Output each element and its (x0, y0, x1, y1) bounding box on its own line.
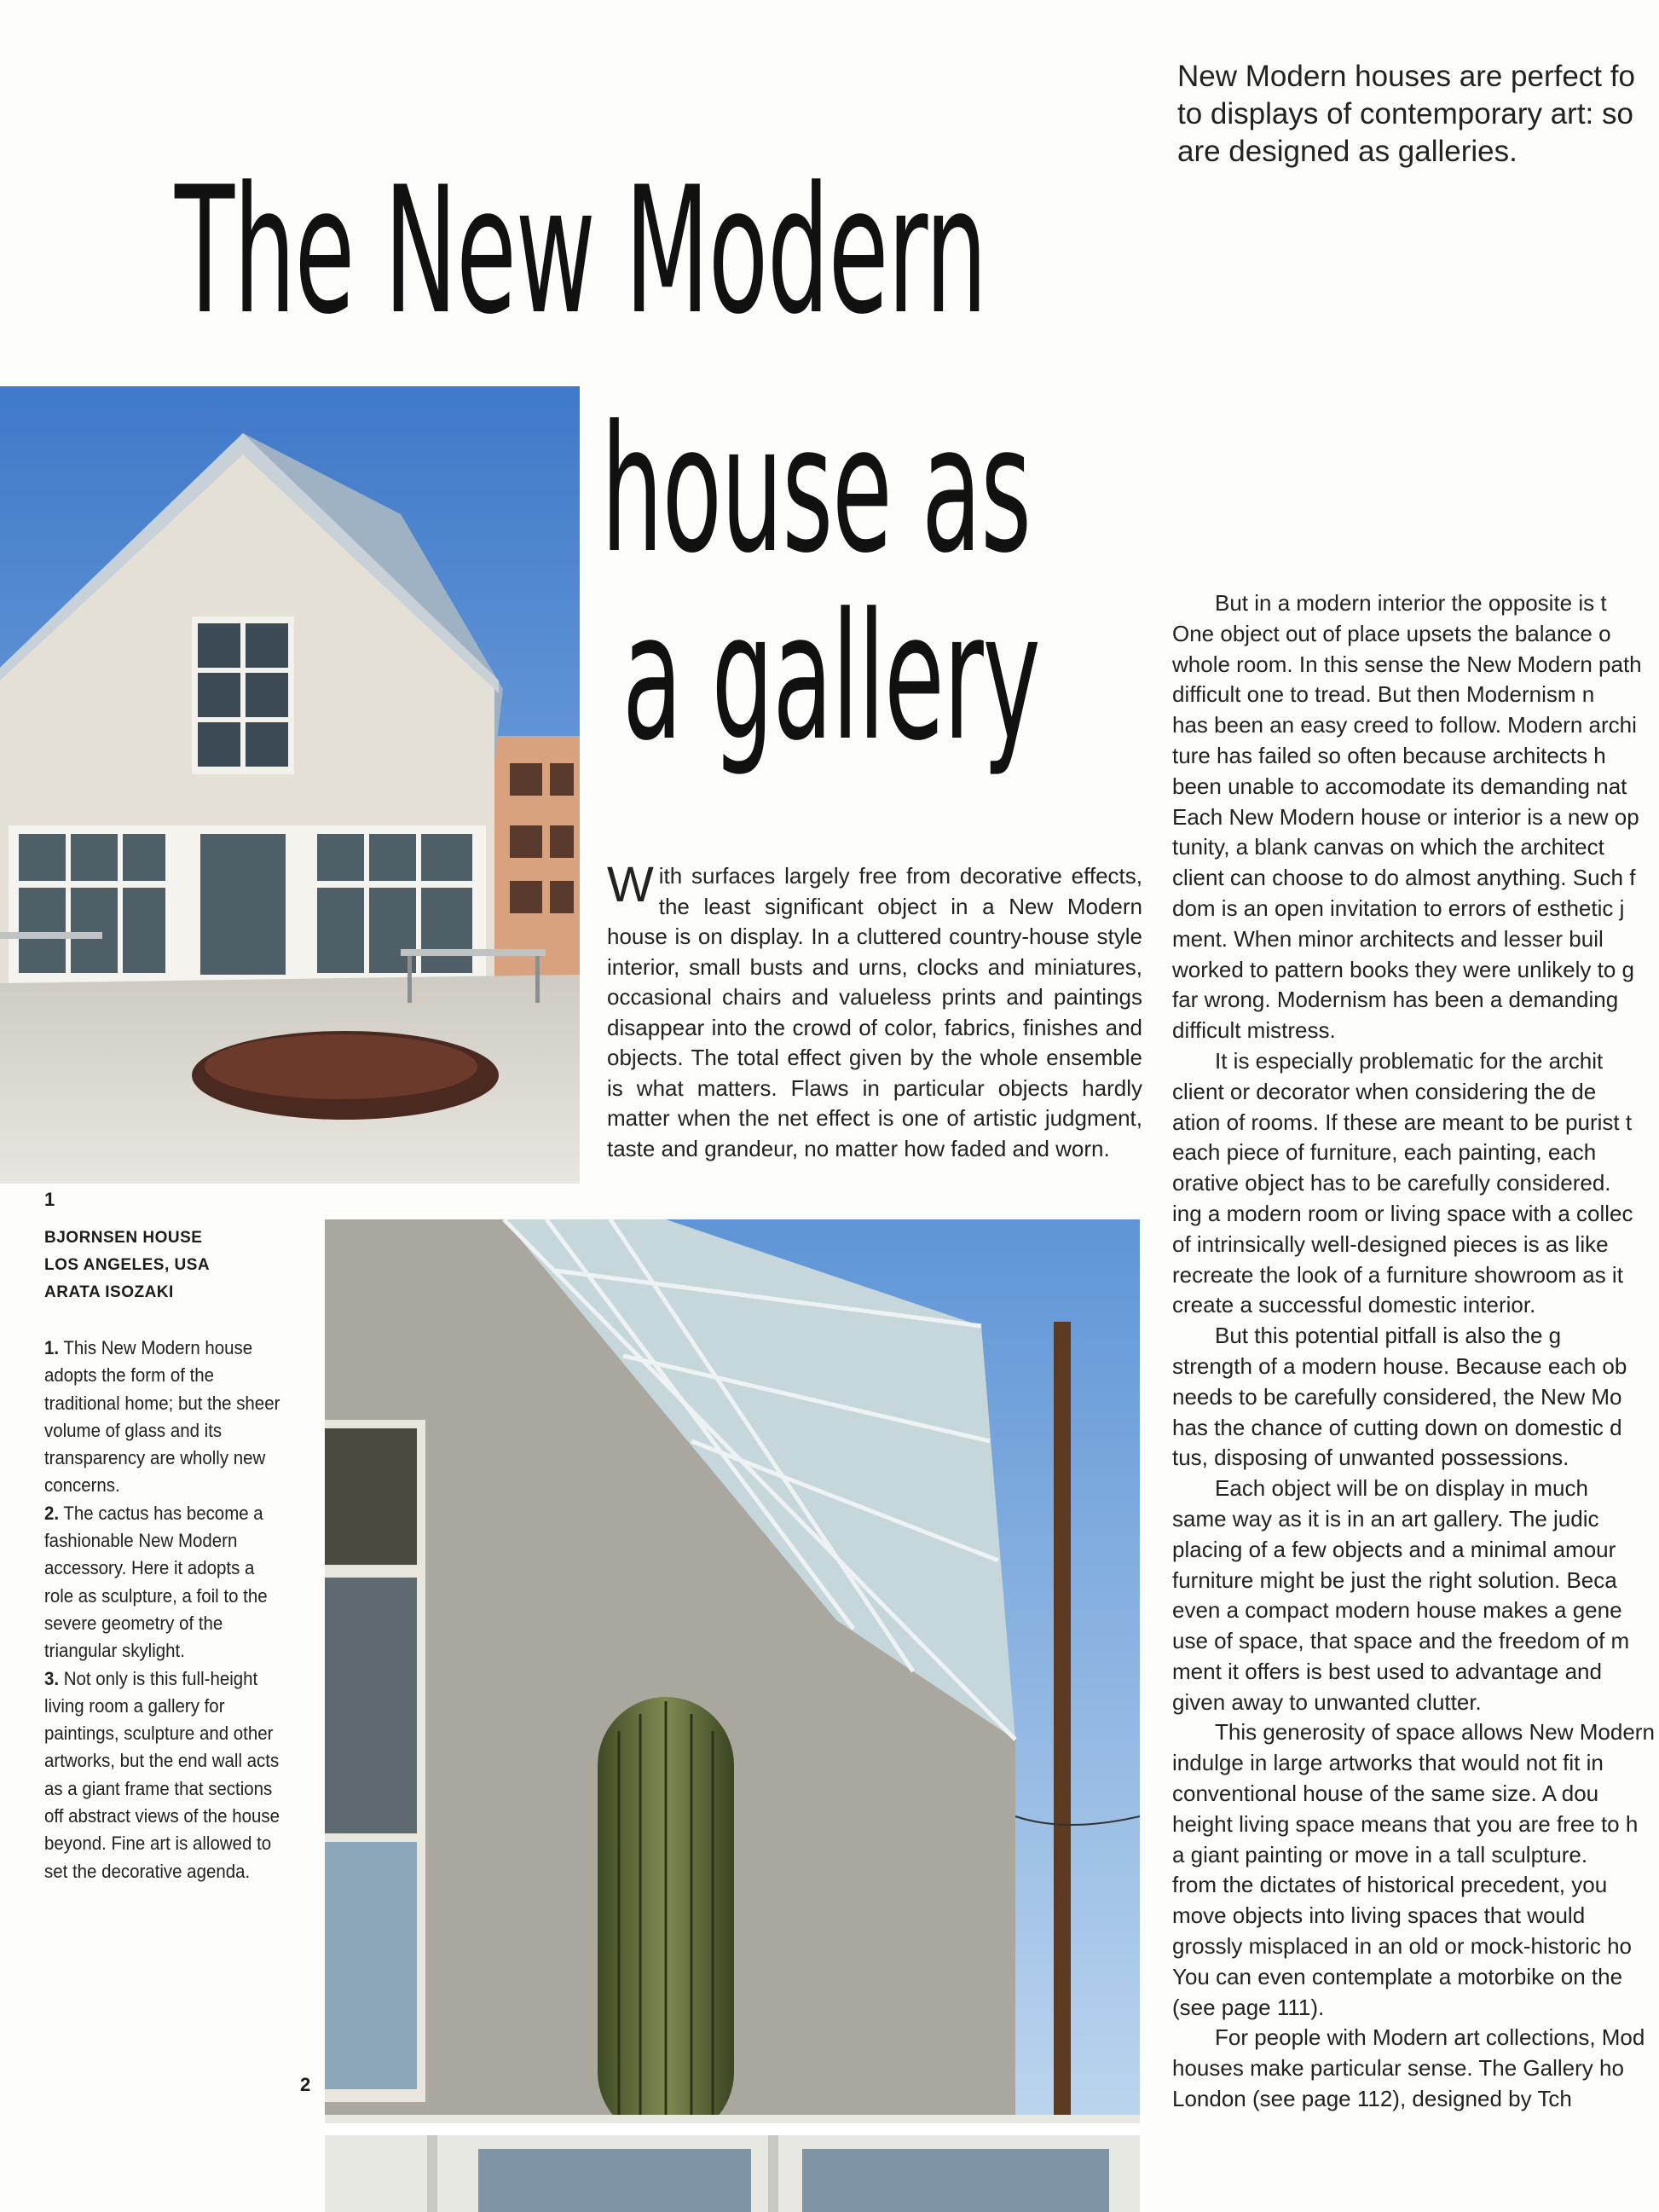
photo-bjornsen-house-exterior (0, 386, 580, 1184)
right-column-line: (see page 111). (1172, 1994, 1325, 2020)
right-column-line: height living space means that you are free to h (1172, 1810, 1639, 1837)
caption-text: This New Modern house adopts the form of the traditional home; but the sheer volume of glass and its transparency are wholly new concerns. (44, 1337, 280, 1497)
right-column-line: needs to be carefully considered, the New Mo (1172, 1383, 1622, 1410)
caption-item (44, 1335, 282, 1500)
figure-1-credit (44, 1225, 210, 1306)
credit-house: BJORNSEN HOUSE (44, 1229, 203, 1247)
caption-number: 2. (44, 1502, 60, 1524)
right-column-line: has the chance of cutting down on domestic d (1172, 1414, 1622, 1440)
figure-2-number: 2 (300, 2074, 311, 2095)
right-column-line: difficult one to tread. But then Modernism n (1172, 681, 1595, 708)
right-column-line: But in a modern interior the opposite is t (1215, 590, 1607, 616)
right-column-line: tunity, a blank canvas on which the architect (1172, 834, 1604, 860)
headline-line-1: The New Modern (175, 150, 986, 353)
right-column-line: each piece of furniture, each painting, each (1172, 1139, 1597, 1166)
right-column-line: difficult mistress. (1172, 1017, 1336, 1044)
right-column-line: But this potential pitfall is also the g (1215, 1323, 1562, 1349)
intro-line: are designed as galleries. (1177, 135, 1517, 168)
right-column-line: same way as it is in an art gallery. The judic (1172, 1505, 1599, 1532)
right-column-line: use of space, that space and the freedom of m (1172, 1628, 1630, 1654)
caption-item (44, 1665, 282, 1885)
headline-line-2: house as (601, 389, 1031, 592)
drop-cap: W (607, 857, 654, 912)
right-column-line: grossly misplaced in an old or mock-historic ho (1172, 1933, 1632, 1960)
right-column-line: ing a modern room or living space with a collec (1172, 1200, 1633, 1226)
right-column-line: far wrong. Modernism has been a demanding (1172, 987, 1619, 1013)
right-column-line: Each New Modern house or interior is a new op (1172, 803, 1639, 830)
right-column-line: ture has failed so often because architects h (1172, 742, 1606, 768)
right-column-line: from the dictates of historical precedent, you (1172, 1872, 1608, 1898)
body-text-intro (607, 857, 1142, 1164)
right-column-line: furniture might be just the right solution. Beca (1172, 1566, 1617, 1593)
intro-line: to displays of contemporary art: so (1177, 97, 1633, 130)
right-column-line: indulge in large artworks that would not fit in (1172, 1750, 1604, 1776)
right-column-line: client can choose to do almost anything. Such f (1172, 865, 1636, 891)
credit-location: LOS ANGELES, USA (44, 1256, 211, 1274)
right-column-line: orative object has to be carefully considered. (1172, 1170, 1611, 1196)
photo-cactus-skylight (325, 1219, 1140, 2212)
right-column-line: strength of a modern house. Because each ob (1172, 1352, 1627, 1379)
house-illustration (0, 386, 580, 1184)
figure-1-number: 1 (44, 1189, 55, 1210)
right-column-line: create a successful domestic interior. (1172, 1292, 1536, 1318)
right-column-line: even a compact modern house makes a gene (1172, 1597, 1622, 1624)
right-column-line: given away to unwanted clutter. (1172, 1688, 1482, 1715)
right-column-line: One object out of place upsets the balance o (1172, 620, 1611, 646)
right-column-line: ation of rooms. If these are meant to be purist t (1172, 1109, 1633, 1135)
intro-line: New Modern houses are perfect fo (1177, 60, 1635, 93)
right-column-line: been unable to accomodate its demanding nat (1172, 773, 1627, 799)
caption-text: Not only is this full-height living room a gallery for paintings, sculpture and other artworks, but the end wall acts as a giant frame that sections off abstract views of the house beyond. Fine art is allowed to set the decorative agenda. (44, 1667, 280, 1882)
cactus-illustration (325, 1219, 1140, 2212)
right-column-line: placing of a few objects and a minimal amour (1172, 1536, 1616, 1562)
right-column-line: ment it offers is best used to advantage and (1172, 1658, 1602, 1684)
headline-line-3: a gallery (622, 576, 1040, 779)
right-column-line: conventional house of the same size. A dou (1172, 1781, 1599, 1807)
right-column-line: tus, disposing of unwanted possessions. (1172, 1445, 1569, 1471)
right-column-line: London (see page 112), designed by Tch (1172, 2086, 1572, 2112)
right-column-line: Each object will be on display in much (1215, 1475, 1588, 1502)
right-column-line: recreate the look of a furniture showroom as it (1172, 1261, 1623, 1288)
right-column-line: client or decorator when considering the de (1172, 1078, 1597, 1104)
credit-architect: ARATA ISOZAKI (44, 1283, 174, 1301)
right-column-line: For people with Modern art collections, Mod (1215, 2024, 1645, 2051)
caption-number: 1. (44, 1337, 60, 1358)
right-column-line: You can even contemplate a motorbike on the (1172, 1963, 1623, 1989)
caption-text: The cactus has become a fashionable New Modern accessory. Here it adopts a role as sculpture, a foil to the severe geometry of the triangular skylight. (44, 1502, 268, 1662)
photo-captions (44, 1335, 282, 1885)
right-column-line: whole room. In this sense the New Modern path (1172, 651, 1642, 677)
right-column-line: has been an easy creed to follow. Modern archi (1172, 712, 1637, 738)
right-column-line: ment. When minor architects and lesser buil (1172, 925, 1604, 952)
right-column-line: houses make particular sense. The Gallery ho (1172, 2055, 1624, 2082)
body-paragraph: ith surfaces largely free from decorative effects, the least significant object in a New Modern house is on display. In a cluttered country-house style interior, small busts and urns, clocks and miniatures, occasional chairs and valueless prints and paintings disappear into the crowd of color, fabrics, finishes and objects. The total effect given by the whole ensemble is what matters. Flaws in particular objects hardly matter when the net effect is one of artistic judgment, taste and grandeur, no matter how faded and worn. (607, 863, 1142, 1161)
caption-item (44, 1500, 282, 1665)
right-column-line: worked to pattern books they were unlikely to g (1172, 956, 1634, 982)
body-text-right-column (1172, 588, 1659, 2115)
right-column-line: This generosity of space allows New Modern (1215, 1719, 1655, 1746)
right-column-line: of intrinsically well-designed pieces is as like (1172, 1230, 1609, 1257)
right-column-line: dom is an open invitation to errors of esthetic j (1172, 895, 1625, 921)
right-column-line: a giant painting or move in a tall sculpture. (1172, 1841, 1588, 1867)
right-column-line: move objects into living spaces that would (1172, 1902, 1586, 1929)
intro-pullquote (1177, 58, 1659, 171)
right-column-line: It is especially problematic for the archit (1215, 1047, 1604, 1074)
caption-number: 3. (44, 1667, 60, 1689)
